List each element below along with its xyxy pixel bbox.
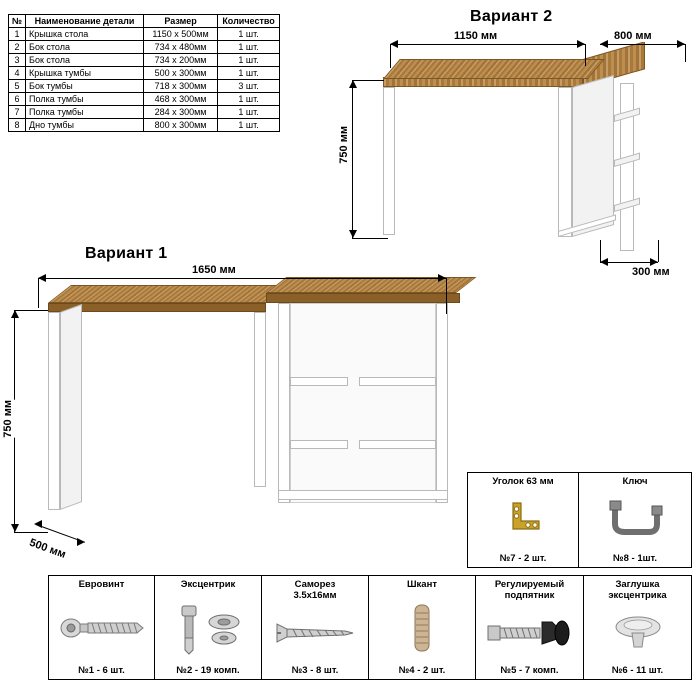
hardware-title-second-line: 3.5х16мм	[293, 590, 337, 601]
variant2-title: Вариант 2	[470, 8, 553, 25]
v1-width-label: 1650 мм	[192, 264, 236, 276]
cell-qty: 3 шт.	[218, 80, 280, 93]
v2-depth-bottom-ext-right	[658, 240, 659, 262]
cell-qty: 1 шт.	[218, 106, 280, 119]
cell-num: 6	[9, 93, 26, 106]
hardware-title-second-line: эксцентрика	[608, 590, 667, 601]
cell-size: 500 x 300мм	[144, 67, 218, 80]
cell-num: 4	[9, 67, 26, 80]
cell-size: 734 х 480мм	[144, 41, 218, 54]
hardware-qty: №8 - 1шт.	[613, 553, 657, 564]
v2-cabinet-front-side	[558, 87, 572, 237]
v1-shelf-left-lower	[290, 440, 348, 449]
variant1-drawing	[30, 285, 480, 530]
euro-screw-icon	[49, 590, 154, 665]
dowel-icon	[369, 590, 475, 665]
cell-num: 8	[9, 119, 26, 132]
v1-width-ext-left	[38, 278, 39, 308]
table-row	[9, 54, 280, 67]
cam-lock-icon	[155, 590, 261, 665]
hardware-title: Заглушка	[615, 579, 660, 590]
hex-key-icon	[579, 487, 691, 553]
table-row	[9, 93, 280, 106]
hardware-title-second-line: подпятник	[504, 590, 555, 601]
hardware-top-grid	[467, 472, 692, 568]
table-row	[9, 106, 280, 119]
v1-height-ext-top	[14, 310, 48, 311]
hardware-title: Уголок 63 мм	[492, 476, 554, 487]
v1-height-arrow-up	[11, 310, 19, 318]
hardware-cell-cam-cover-cap[interactable]	[584, 575, 692, 680]
cell-qty: 1 шт.	[218, 119, 280, 132]
hardware-qty: №5 - 7 комп.	[500, 665, 559, 676]
hardware-cell-self-tapping-screw[interactable]	[262, 575, 369, 680]
v1-desk-right-leg-panel	[254, 312, 266, 487]
variant1-title: Вариант 1	[85, 245, 168, 262]
v1-desk-worktop-surface	[48, 285, 303, 303]
v1-width-dimline	[38, 278, 446, 279]
v1-left-leg-panel	[48, 312, 60, 510]
hardware-qty: №4 - 2 шт.	[398, 665, 446, 676]
v1-height-ext-bottom	[14, 532, 48, 533]
hardware-qty: №6 - 11 шт.	[611, 665, 664, 676]
table-row	[9, 67, 280, 80]
cell-size: 800 x 300мм	[144, 119, 218, 132]
v2-worktop-surface	[383, 59, 605, 79]
v2-depth-dimline	[600, 44, 685, 45]
table-header-name: Наименование детали	[26, 15, 144, 28]
cell-size: 734 х 200мм	[144, 54, 218, 67]
cell-name: Бок тумбы	[26, 80, 144, 93]
v2-height-dimline	[352, 80, 353, 238]
table-row	[9, 119, 280, 132]
hardware-title: Ключ	[622, 476, 648, 487]
parts-table	[8, 14, 280, 132]
hardware-title: Саморез	[294, 579, 336, 590]
hardware-cell-cam-lock[interactable]	[155, 575, 262, 680]
hardware-bottom-grid	[48, 575, 692, 680]
v2-depth-bottom-label: 300 мм	[632, 266, 670, 278]
v1-shelf-right-lower	[359, 440, 436, 449]
cell-name: Бок стола	[26, 54, 144, 67]
v1-shelf-left	[290, 377, 348, 386]
adjustable-foot-icon	[476, 601, 583, 665]
v2-width-ext-right	[585, 44, 586, 66]
hardware-cell-euro-screw[interactable]	[48, 575, 155, 680]
v1-cabinet-right-side	[436, 303, 448, 503]
v2-cabinet-inner-side	[572, 75, 614, 237]
v1-depth-arrow-right	[77, 538, 85, 546]
v2-depth-ext-right	[685, 44, 686, 62]
cell-name: Полка тумбы	[26, 93, 144, 106]
variant2-drawing	[355, 55, 690, 255]
v2-width-label: 1150 мм	[454, 30, 498, 42]
hardware-qty: №1 - 6 шт.	[78, 665, 125, 676]
cell-name: Бок стола	[26, 41, 144, 54]
cell-name: Дно тумбы	[26, 119, 144, 132]
v1-cabinet-worktop-edge	[266, 293, 460, 303]
cell-size: 284 x 300мм	[144, 106, 218, 119]
v2-height-ext-bottom	[352, 238, 388, 239]
hardware-cell-dowel[interactable]	[369, 575, 476, 680]
self-tapping-screw-icon	[262, 601, 368, 665]
cam-cover-cap-icon	[584, 601, 691, 665]
v2-depth-arrow-left	[600, 40, 608, 48]
table-row	[9, 80, 280, 93]
v2-width-arrow-right	[577, 40, 585, 48]
v1-shelf-right	[359, 377, 436, 386]
v2-height-arrow-down	[349, 230, 357, 238]
hardware-title: Регулируемый	[494, 579, 565, 590]
v1-width-arrow-right	[438, 274, 446, 282]
v2-height-ext-top	[352, 80, 384, 81]
cell-size: 1150 x 500мм	[144, 28, 218, 41]
hardware-title: Шкант	[407, 579, 437, 590]
cell-name: Крышка стола	[26, 28, 144, 41]
cell-size: 468 x 300мм	[144, 93, 218, 106]
hardware-title: Евровинт	[78, 579, 125, 590]
cell-qty: 1 шт.	[218, 41, 280, 54]
table-header-size: Размер	[144, 15, 218, 28]
table-header-row	[9, 15, 280, 28]
v2-depth-bottom-arrow-right	[650, 258, 658, 266]
v2-height-arrow-up	[349, 80, 357, 88]
hardware-qty: №3 - 8 шт.	[291, 665, 339, 676]
v1-width-ext-right	[446, 278, 447, 314]
cell-qty: 1 шт.	[218, 28, 280, 41]
v1-height-arrow-down	[11, 524, 19, 532]
cell-qty: 1 шт.	[218, 93, 280, 106]
cell-num: 7	[9, 106, 26, 119]
cell-num: 2	[9, 41, 26, 54]
v2-left-leg-panel	[383, 87, 395, 235]
v2-width-ext-left	[390, 44, 391, 68]
v1-depth-arrow-left	[34, 520, 42, 528]
v2-depth-arrow-right	[677, 40, 685, 48]
v1-cabinet-back	[290, 303, 436, 503]
cell-qty: 1 шт.	[218, 54, 280, 67]
hardware-cell-hex-key[interactable]	[579, 472, 692, 568]
v2-width-dimline	[390, 44, 585, 45]
v2-width-arrow-left	[390, 40, 398, 48]
cell-name: Полка тумбы	[26, 106, 144, 119]
v2-depth-bottom-ext-left	[600, 240, 601, 262]
hardware-cell-corner-bracket[interactable]	[467, 472, 579, 568]
hardware-qty: №7 - 2 шт.	[499, 553, 547, 564]
v2-depth-label: 800 мм	[614, 30, 652, 42]
table-row	[9, 28, 280, 41]
v2-right-side-panel	[620, 83, 634, 251]
hardware-cell-adjustable-foot[interactable]	[476, 575, 584, 680]
hardware-title: Эксцентрик	[180, 579, 236, 590]
cell-num: 5	[9, 80, 26, 93]
v1-width-arrow-left	[38, 274, 46, 282]
v1-cabinet-bottom	[278, 490, 448, 500]
v1-cabinet-left-side	[278, 303, 290, 503]
cell-name: Крышка тумбы	[26, 67, 144, 80]
v2-height-label: 750 мм	[338, 126, 350, 164]
table-header-qty: Количество	[218, 15, 280, 28]
table-row	[9, 41, 280, 54]
cell-size: 718 x 300мм	[144, 80, 218, 93]
v1-left-leg-inner	[60, 304, 82, 510]
corner-bracket-icon	[468, 487, 578, 553]
v2-depth-bottom-arrow-left	[600, 258, 608, 266]
cell-qty: 1 шт.	[218, 67, 280, 80]
v1-depth-label: 500 мм	[27, 536, 68, 561]
cell-num: 1	[9, 28, 26, 41]
cell-num: 3	[9, 54, 26, 67]
table-header-num: №	[9, 15, 26, 28]
v1-height-label: 750 мм	[2, 400, 14, 438]
hardware-qty: №2 - 19 комп.	[176, 665, 240, 676]
